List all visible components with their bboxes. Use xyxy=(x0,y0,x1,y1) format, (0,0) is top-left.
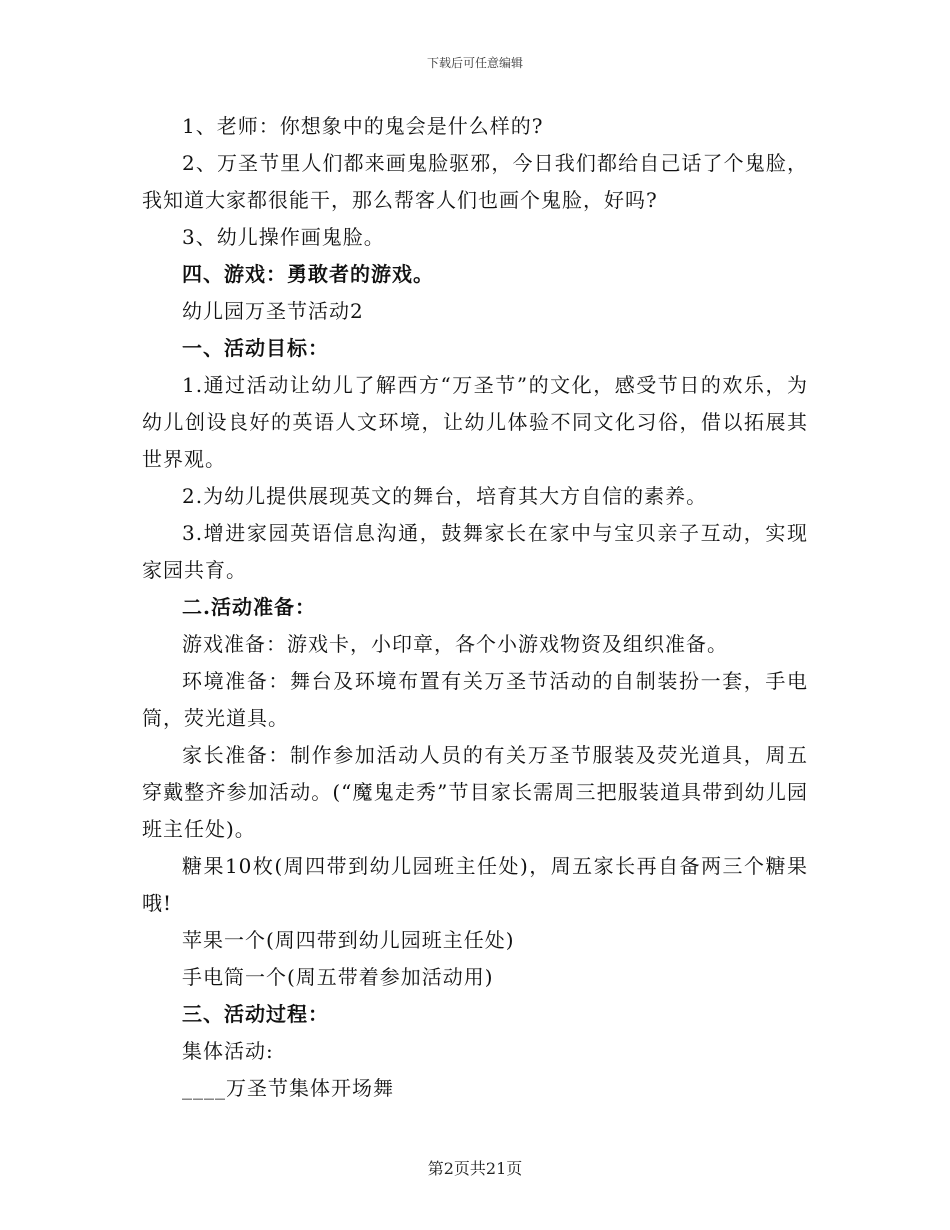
document-body xyxy=(142,108,808,1107)
section-heading-preparation: 二.活动准备： xyxy=(182,595,316,619)
group-activity-label: 集体活动: xyxy=(182,1039,274,1063)
prep-game: 游戏准备：游戏卡，小印章，各个小游戏物资及组织准备。 xyxy=(182,632,728,656)
goal-3: 3.增进家园英语信息沟通，鼓舞家长在家中与宝贝亲子互动，实现家园共育。 xyxy=(142,521,808,582)
goal-2: 2.为幼儿提供展现英文的舞台，培育其大方自信的素养。 xyxy=(182,484,708,508)
prep-parents: 家长准备：制作参加活动人员的有关万圣节服装及荧光道具，周五穿戴整齐参加活动。(“魔鬼走秀”节目家长需周三把服装道具带到幼儿园班主任处)。 xyxy=(142,743,808,841)
page-footer: 第2页共21页 xyxy=(427,1159,523,1178)
activity-title-2: 幼儿园万圣节活动2 xyxy=(182,299,364,323)
opening-dance: ____万圣节集体开场舞 xyxy=(182,1076,394,1100)
prep-candy: 糖果10枚(周四带到幼儿园班主任处)，周五家长再自备两三个糖果哦! xyxy=(142,854,808,915)
prep-environment: 环境准备：舞台及环境布置有关万圣节活动的自制装扮一套，手电筒，荧光道具。 xyxy=(142,669,808,730)
page-header: 下载后可任意编辑 xyxy=(426,56,523,70)
paragraph-2: 2、万圣节里人们都来画鬼脸驱邪，今日我们都给自己话了个鬼脸，我知道大家都很能干，那么帮客人们也画个鬼脸，好吗? xyxy=(142,151,808,212)
section-heading-game: 四、游戏：勇敢者的游戏。 xyxy=(182,262,434,286)
goal-1: 1.通过活动让幼儿了解西方“万圣节”的文化，感受节日的欢乐，为幼儿创设良好的英语人文环境，让幼儿体验不同文化习俗，借以拓展其世界观。 xyxy=(142,373,808,471)
paragraph-3: 3、幼儿操作画鬼脸。 xyxy=(182,225,385,249)
section-heading-process: 三、活动过程： xyxy=(182,1002,329,1026)
prep-apple: 苹果一个(周四带到幼儿园班主任处) xyxy=(182,928,515,952)
paragraph-1: 1、老师：你想象中的鬼会是什么样的? xyxy=(182,114,544,138)
section-heading-goals: 一、活动目标： xyxy=(182,336,329,360)
prep-flashlight: 手电筒一个(周五带着参加活动用) xyxy=(182,965,494,989)
